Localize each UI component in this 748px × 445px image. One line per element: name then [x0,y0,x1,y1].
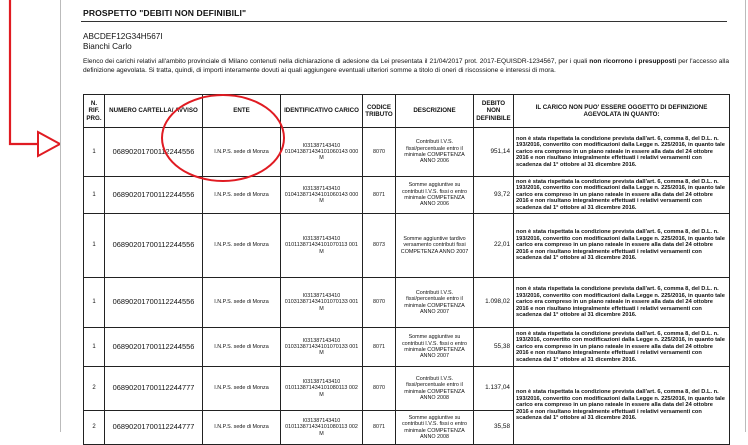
cell-tributo: 8070 [363,128,396,177]
cell-prg: 1 [84,128,105,177]
cell-id-carico: I031387143410 010113871434101070113 001 M [281,214,363,278]
cell-numero: 06890201700112244556 [105,328,203,367]
cell-debito: 951,14 [474,128,514,177]
taxpayer-name: Bianchi Carlo [83,42,132,51]
intro-text-1: Elenco dei carichi relativi all'ambito provinciale di Milano contenuti nella dichiarazione di adesione da Lei presentata il 21/04/2017 prot. 2017-EQUISDR-1234567, per i quali [83,58,590,65]
cell-prg: 1 [84,177,105,214]
cell-prg: 1 [84,214,105,278]
intro-paragraph [83,58,729,75]
cell-tributo: 8070 [363,278,396,328]
intro-bold-1: non ricorrono i [589,58,637,65]
cell-id-carico: I031387143410 010113871434101080113 002 M [281,411,363,445]
intro-bold-2: presupposti [638,58,677,65]
intro-text-2: per l'accesso alla definizione agevolata. Si tratta, quindi, di importi interamente dovuti ai quali aggiungere eventuali ulteriori somme a titolo di oneri di riscossione e interessi di mora. [83,58,730,74]
cell-ente: I.N.P.S. sede di Monza [203,411,281,445]
cell-debito: 22,01 [474,214,514,278]
cell-ente: I.N.P.S. sede di Monza [203,367,281,411]
header-id-carico: IDENTIFICATIVO CARICO [281,95,363,128]
cell-ente: I.N.P.S. sede di Monza [203,214,281,278]
document-title: PROSPETTO "DEBITI NON DEFINIBILI" [83,8,247,18]
cell-id-carico: I031387143410 010413871434101060143 000 M [281,128,363,177]
document-page [60,0,746,440]
cell-ente: I.N.P.S. sede di Monza [203,128,281,177]
cell-motivo: non è stata rispettata la condizione prevista dall'art. 6, comma 8, del D.L. n. 193/2016, convertito con modificazioni dalla Legge n. 225/2016, in quanto tale carico era compreso in un piano rateale in essere alla data del 24 ottobre 2016 e non risultano integralmente effettuati i relativi versamenti con scadenza dal 1° ottobre al 31 dicembre 2016. [514,278,730,328]
cell-motivo: non è stata rispettata la condizione prevista dall'art. 6, comma 8, del D.L. n. 193/2016, convertito con modificazioni dalla Legge n. 225/2016, in quanto tale carico era compreso in un piano rateale in essere alla data del 24 ottobre 2016 e non risultano integralmente effettuati i relativi versamenti con scadenza dal 1° ottobre al 31 dicembre 2016. [514,367,730,445]
cell-descrizione: Contributi I.V.S. fissi/percentuale entro il minimale COMPETENZA ANNO 2006 [396,128,474,177]
cell-debito: 35,58 [474,411,514,445]
header-numero: NUMERO CARTELLA/ AVVISO [105,95,203,128]
cell-motivo: non è stata rispettata la condizione prevista dall'art. 6, comma 8, del D.L. n. 193/2016, convertito con modificazioni dalla Legge n. 225/2016, in quanto tale carico era compreso in un piano rateale in essere alla data del 24 ottobre 2016 e non risultano integralmente effettuati i relativi versamenti con scadenza dal 1° ottobre al 31 dicembre 2016. [514,177,730,214]
table-row [84,328,730,367]
cell-descrizione: Somme aggiuntive su contributi I.V.S. fissi o entro minimale COMPETENZA ANNO 2007 [396,328,474,367]
cell-numero: 06890201700112244777 [105,367,203,411]
cell-numero: 06890201700112244556 [105,128,203,177]
cell-numero: 06890201700112244556 [105,278,203,328]
cell-tributo: 8073 [363,214,396,278]
highlight-ellipse [161,94,285,182]
table-row [84,214,730,278]
cell-numero: 06890201700112244777 [105,411,203,445]
cell-ente: I.N.P.S. sede di Monza [203,278,281,328]
cell-ente: I.N.P.S. sede di Monza [203,177,281,214]
header-descrizione: DESCRIZIONE [396,95,474,128]
title-divider [81,21,727,22]
cell-prg: 1 [84,328,105,367]
cell-prg: 1 [84,278,105,328]
cell-tributo: 8071 [363,177,396,214]
header-debito: DEBITO NON DEFINIBILE [474,95,514,128]
cell-id-carico: I031387143410 010313871434101070133 001 M [281,328,363,367]
cell-descrizione: Somme aggiuntive su contributi I.V.S. fissi o entro minimale COMPETENZA ANNO 2006 [396,177,474,214]
fiscal-code: ABCDEF12G34H567I [83,32,163,41]
table-row [84,177,730,214]
cell-descrizione: Somme aggiuntive su contributi I.V.S. fissi o entro minimale COMPETENZA ANNO 2008 [396,411,474,445]
cell-numero: 06890201700112244556 [105,177,203,214]
cell-tributo: 8071 [363,328,396,367]
cell-tributo: 8071 [363,411,396,445]
cell-descrizione: Somme aggiuntive tardivo versamento contributi fissi COMPETENZA ANNO 2007 [396,214,474,278]
table-row [84,367,730,411]
cell-ente: I.N.P.S. sede di Monza [203,328,281,367]
header-ente: ENTE [203,95,281,128]
cell-id-carico: I031387143410 010113871434101080113 002 M [281,367,363,411]
cell-motivo: non è stata rispettata la condizione prevista dall'art. 6, comma 8, del D.L. n. 193/2016, convertito con modificazioni dalla Legge n. 225/2016, in quanto tale carico era compreso in un piano rateale in essere alla data del 24 ottobre 2016 e non risultano integralmente effettuati i relativi versamenti con scadenza dal 1° ottobre al 31 dicembre 2016. [514,214,730,278]
cell-debito: 93,72 [474,177,514,214]
cell-motivo: non è stata rispettata la condizione prevista dall'art. 6, comma 8, del D.L. n. 193/2016, convertito con modificazioni dalla Legge n. 225/2016, in quanto tale carico era compreso in un piano rateale in essere alla data del 24 ottobre 2016 e non risultano integralmente effettuati i relativi versamenti con scadenza dal 1° ottobre al 31 dicembre 2016. [514,128,730,177]
cell-descrizione: Contributi I.V.S. fissi/percentuale entro il minimale COMPETENZA ANNO 2008 [396,367,474,411]
cell-id-carico: I031387143410 010413871434101060143 000 M [281,177,363,214]
cell-prg: 2 [84,411,105,445]
cell-tributo: 8070 [363,367,396,411]
cell-debito: 1.137,04 [474,367,514,411]
header-prg: N. RIF. PRG. [84,95,105,128]
cell-descrizione: Contributi I.V.S. fissi/percentuale entro il minimale COMPETENZA ANNO 2007 [396,278,474,328]
table-row [84,278,730,328]
cell-numero: 06890201700112244556 [105,214,203,278]
cell-id-carico: I031387143410 010313871434101070133 001 M [281,278,363,328]
header-tributo: CODICE TRIBUTO [363,95,396,128]
cell-debito: 1.098,02 [474,278,514,328]
cell-motivo: non è stata rispettata la condizione prevista dall'art. 6, comma 8, del D.L. n. 193/2016, convertito con modificazioni dalla Legge n. 225/2016, in quanto tale carico era compreso in un piano rateale in essere alla data del 24 ottobre 2016 e non risultano integralmente effettuati i relativi versamenti con scadenza dal 1° ottobre al 31 dicembre 2016. [514,328,730,367]
cell-debito: 55,38 [474,328,514,367]
header-motivo: IL CARICO NON PUO' ESSERE OGGETTO DI DEFINIZIONE AGEVOLATA IN QUANTO: [514,95,730,128]
cell-prg: 2 [84,367,105,411]
